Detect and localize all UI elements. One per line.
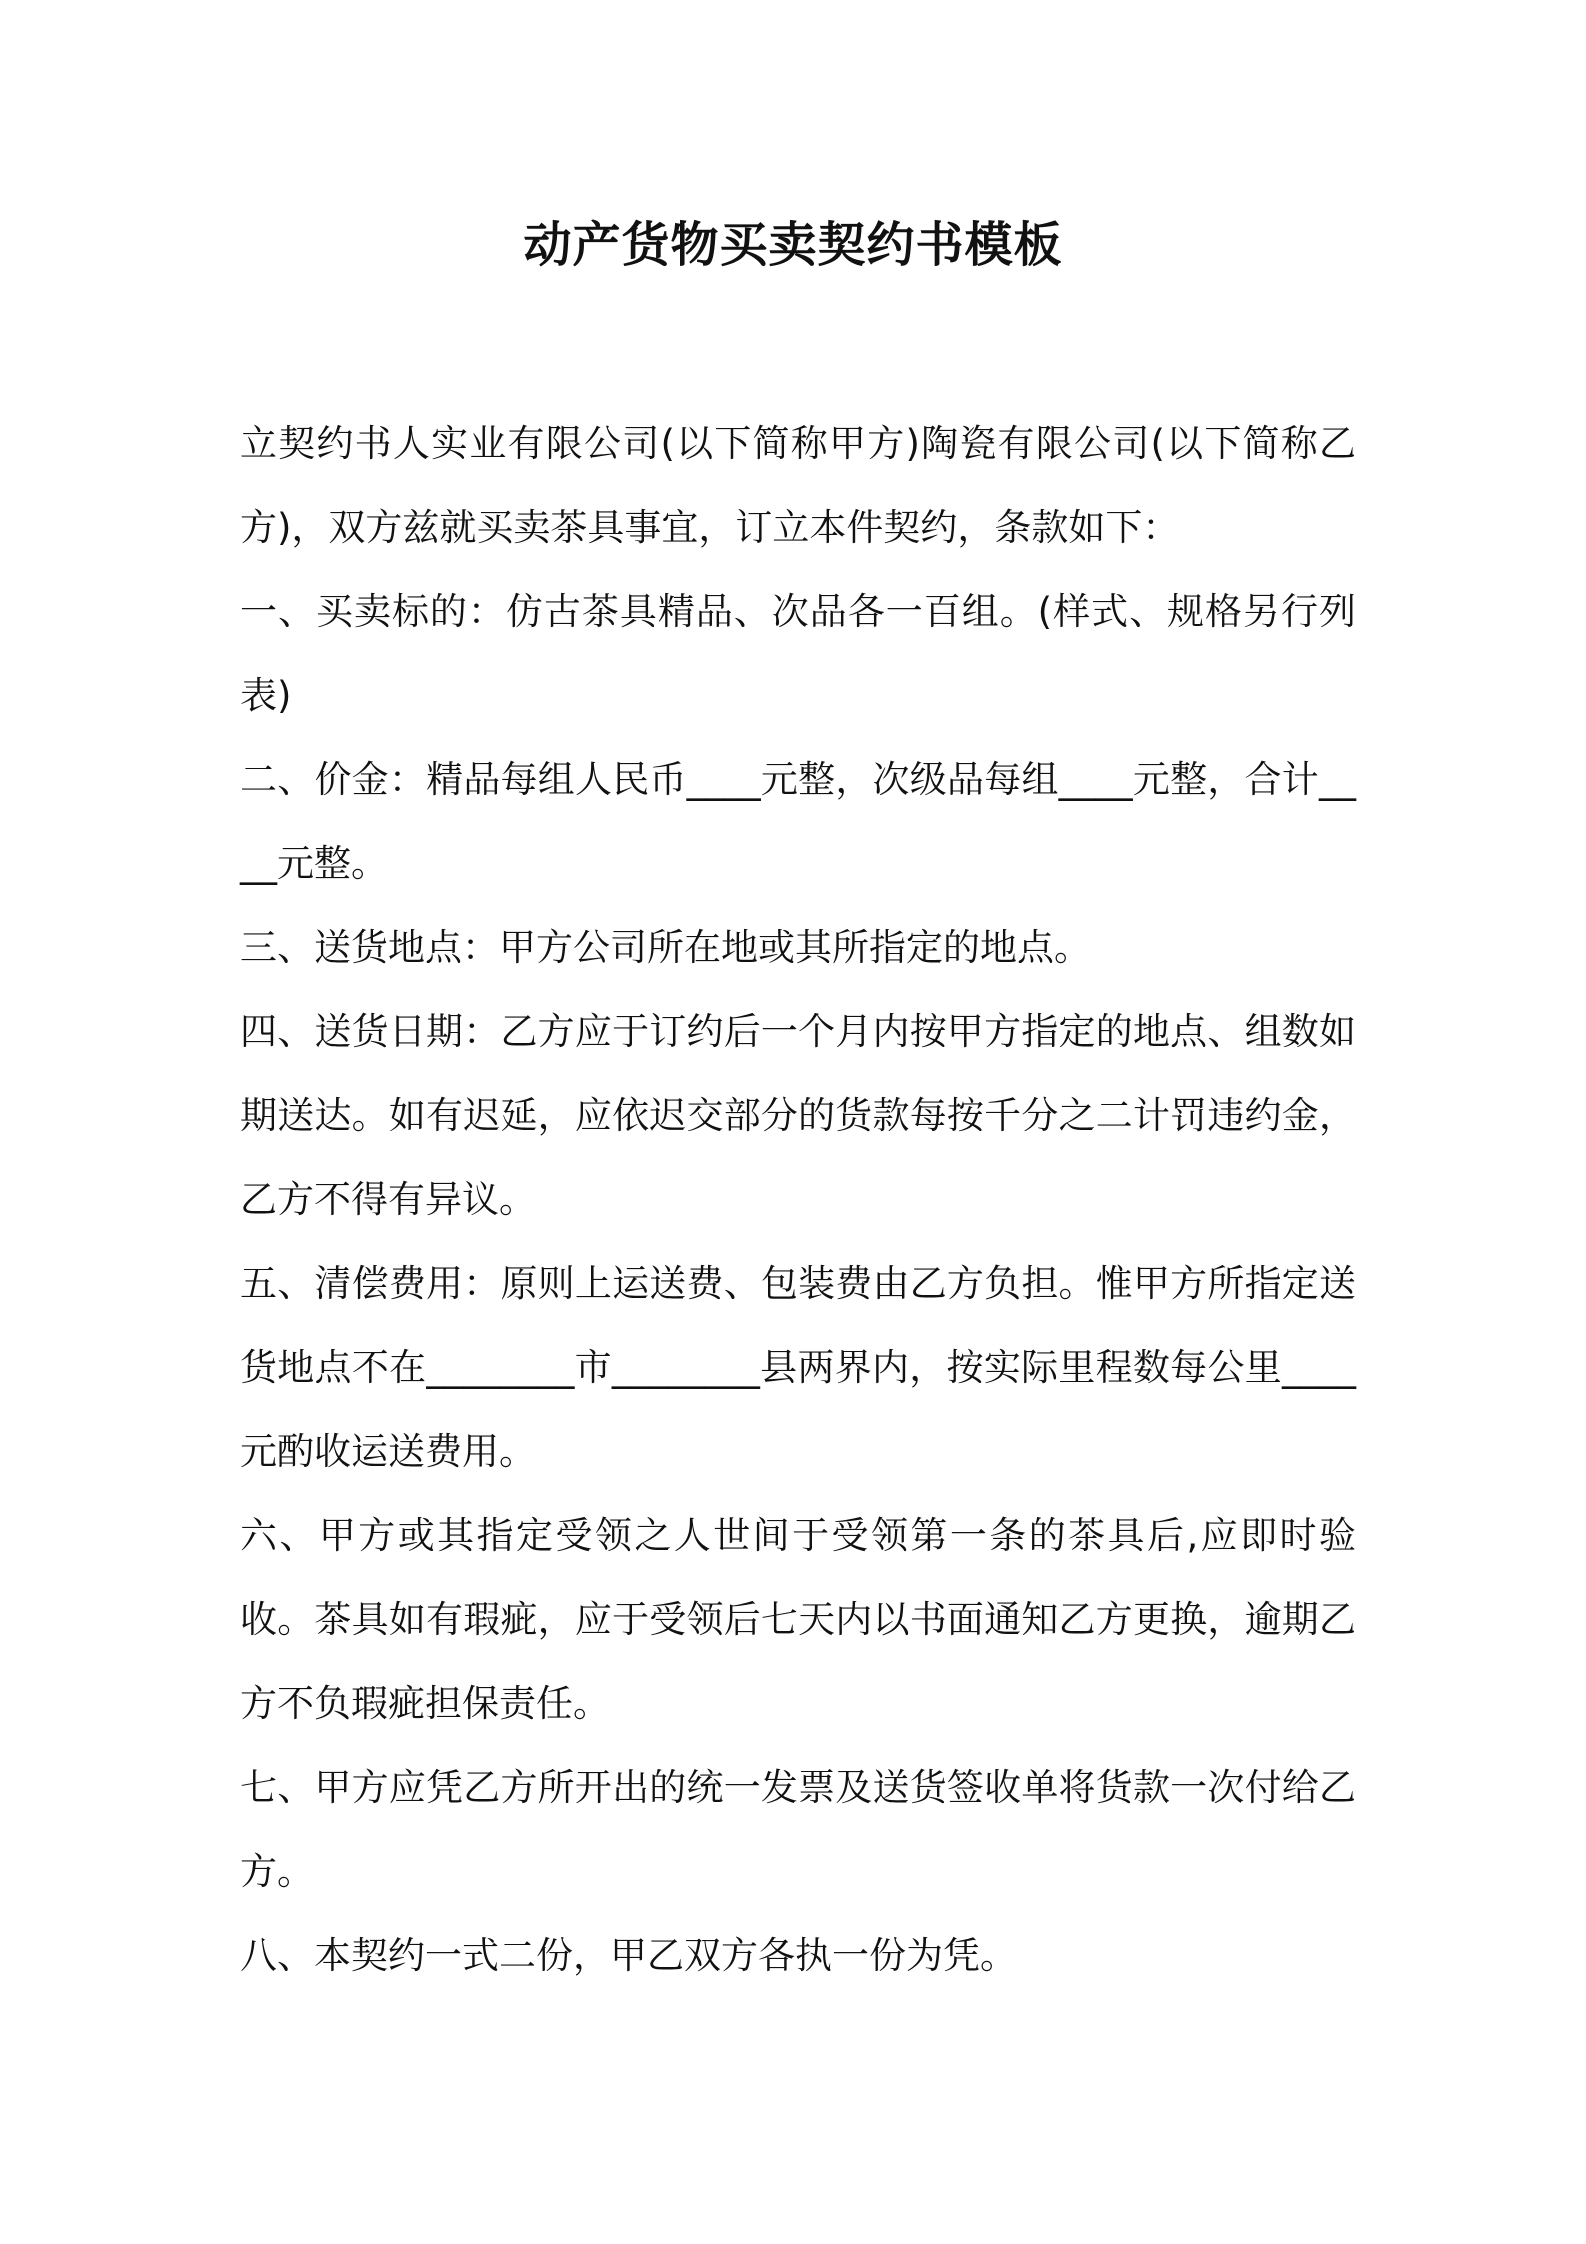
clause-8-copies: 八、本契约一式二份，甲乙双方各执一份为凭。: [240, 1934, 1017, 1977]
clause-5-expenses: 五、清偿费用：原则上运送费、包装费由乙方负担。惟甲方所指定送货地点不在________市________县两界内，按实际里程数每公里____元酌收运送费用。: [240, 1262, 1356, 1473]
paragraph-preamble: 立契约书人实业有限公司(以下简称甲方)陶瓷有限公司(以下简称乙方)，双方兹就买卖茶具事宜，订立本件契约，条款如下：: [240, 422, 1356, 549]
clause-1-subject: 一、买卖标的：仿古茶具精品、次品各一百组。(样式、规格另行列表): [240, 590, 1356, 717]
document-title: 动产货物买卖契约书模板: [523, 217, 1063, 273]
clause-6-inspection: 六、甲方或其指定受领之人世间于受领第一条的茶具后,应即时验收。茶具如有瑕疵，应于受领后七天内以书面通知乙方更换，逾期乙方不负瑕疵担保责任。: [240, 1514, 1356, 1725]
document-body: [240, 402, 1356, 1998]
clause-7-payment: 七、甲方应凭乙方所开出的统一发票及送货签收单将货款一次付给乙方。: [240, 1766, 1356, 1893]
clause-3-delivery-place: 三、送货地点：甲方公司所在地或其所指定的地点。: [240, 926, 1091, 969]
clause-4-delivery-date: 四、送货日期：乙方应于订约后一个月内按甲方指定的地点、组数如期送达。如有迟延，应依迟交部分的货款每按千分之二计罚违约金，乙方不得有异议。: [240, 1010, 1356, 1221]
clause-2-price: 二、价金：精品每组人民币____元整，次级品每组____元整，合计____元整。: [240, 758, 1356, 885]
